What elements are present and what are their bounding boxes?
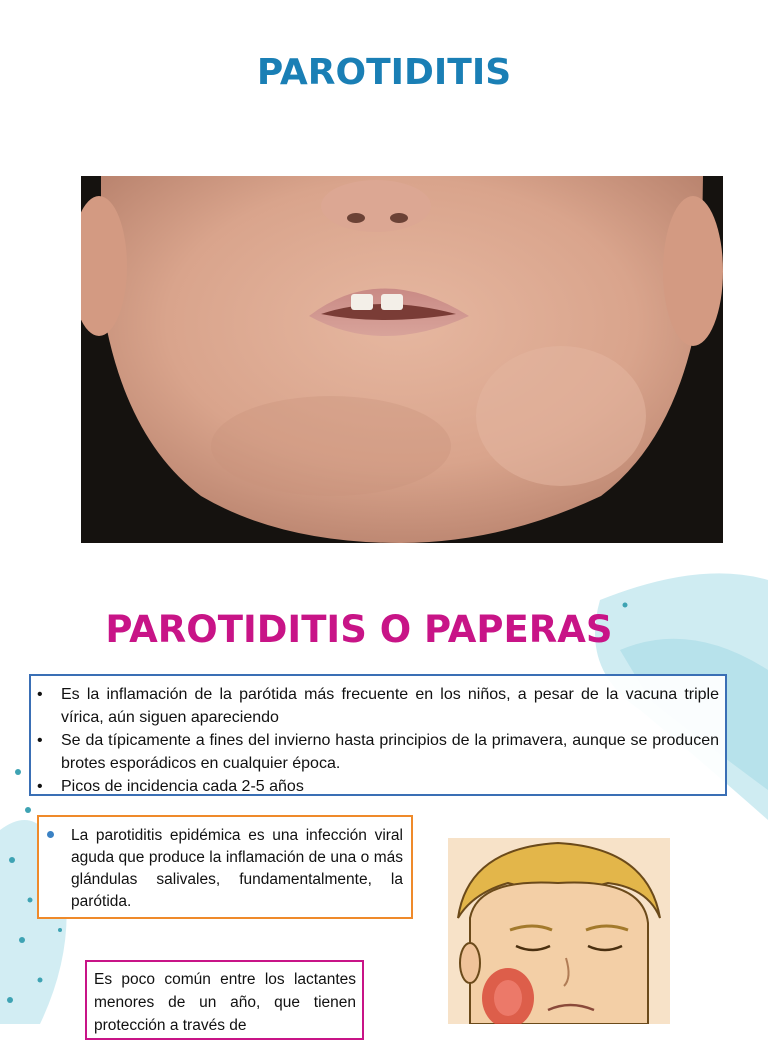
definition-text: La parotiditis epidémica es una infección viral aguda que produce la inflamación de una o más glándulas salivales, fundamentalmente, la parótida. [71,827,403,910]
child-face-photo [81,176,723,543]
bullet-list-box [29,674,727,796]
section-title: PAROTIDITIS O PAPERAS [105,608,613,651]
cartoon-child-illustration [448,838,670,1024]
bullet-item: • Es la inflamación de la parótida más frecuente en los niños, a pesar de la vacuna triple vírica, aún siguen apareciendo [61,683,719,729]
slide-title: PAROTIDITIS [256,52,512,93]
bullet-item: • Se da típicamente a fines del invierno hasta principios de la primavera, aunque se producen brotes esporádicos en cualquier época. [61,729,719,775]
bullet-dot-icon [47,831,54,838]
definition-box [37,815,413,919]
bullet-item: • Picos de incidencia cada 2-5 años [61,775,719,798]
infant-note-text: Es poco común entre los lactantes menores de un año, que tienen protección a través de [94,971,356,1034]
infant-note-box [85,960,364,1040]
